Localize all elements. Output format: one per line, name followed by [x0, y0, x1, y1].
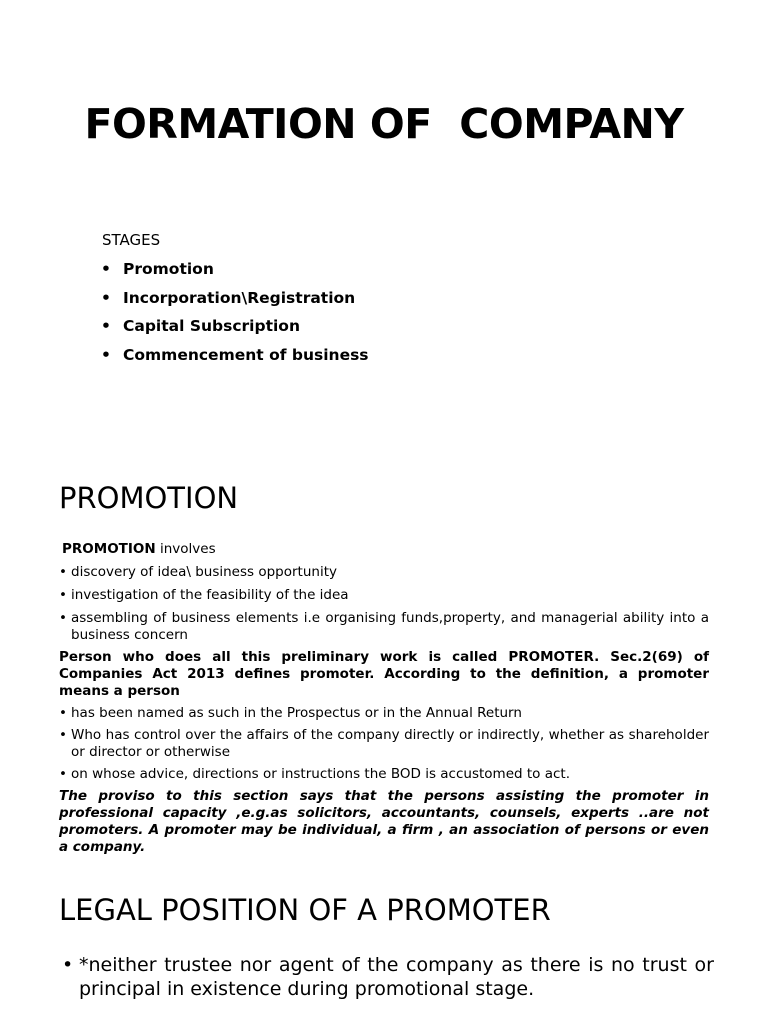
list-item [101, 258, 369, 287]
stage-label: Capital Subscription [123, 317, 300, 336]
stage-label: Incorporation\Registration [123, 288, 356, 307]
stage-label: Commencement of business [123, 346, 369, 365]
list-item [101, 315, 369, 344]
bullet-icon: • [59, 610, 67, 626]
bullet-icon: • [101, 346, 111, 365]
stage-label: Promotion [123, 260, 214, 278]
bullet-icon: • [59, 564, 67, 580]
list-item [101, 344, 369, 373]
legal-heading: LEGAL POSITION OF A PROMOTER [59, 893, 551, 927]
criteria-text: Who has control over the affairs of the company directly or indirectly, whether as shareholder or director or otherwise [71, 727, 709, 760]
promotion-heading: PROMOTION [59, 481, 239, 515]
involves-text: assembling of business elements i.e organising funds,property, and managerial ability into a business concern [71, 610, 709, 643]
bullet-icon: • [59, 727, 67, 743]
legal-item-text: *neither trustee nor agent of the company as there is no trust or principal in existence during promotional stage. [79, 954, 714, 1000]
bullet-icon: • [101, 317, 111, 336]
bullet-icon: • [59, 587, 67, 603]
promoter-definition: Person who does all this preliminary work is called PROMOTER. Sec.2(69) of Companies Act 2013 defines promoter. According to the definition, a promoter means a person [59, 649, 709, 699]
intro-bold: PROMOTION [62, 541, 156, 557]
bullet-icon: • [101, 260, 111, 278]
involves-text: investigation of the feasibility of the idea [71, 587, 349, 603]
list-item [59, 705, 709, 722]
list-item [59, 727, 709, 761]
bullet-icon: • [59, 766, 67, 782]
bullet-icon: • [62, 954, 74, 976]
bullet-icon: • [59, 705, 67, 721]
list-item [59, 610, 709, 644]
bullet-icon: • [101, 288, 111, 307]
list-item [59, 564, 709, 581]
promotion-body [59, 541, 709, 856]
page-title: FORMATION OF COMPANY [84, 100, 684, 148]
stages-label: STAGES [102, 231, 161, 249]
intro-rest: involves [155, 541, 216, 557]
involves-text: discovery of idea\ business opportunity [71, 564, 337, 580]
list-item [59, 587, 709, 604]
stages-list [101, 258, 369, 373]
list-item [59, 766, 709, 783]
list-item [62, 953, 714, 1001]
proviso-paragraph: The proviso to this section says that the persons assisting the promoter in professional capacity ,e.g.as solicitors, accountants, counsels, experts ..are not promoters. A promoter may be individual, a firm , an association of persons or even a company. [59, 788, 709, 855]
criteria-text: has been named as such in the Prospectus or in the Annual Return [71, 705, 522, 721]
promotion-intro [59, 541, 709, 558]
criteria-text: on whose advice, directions or instructions the BOD is accustomed to act. [71, 766, 570, 782]
list-item [101, 287, 369, 316]
